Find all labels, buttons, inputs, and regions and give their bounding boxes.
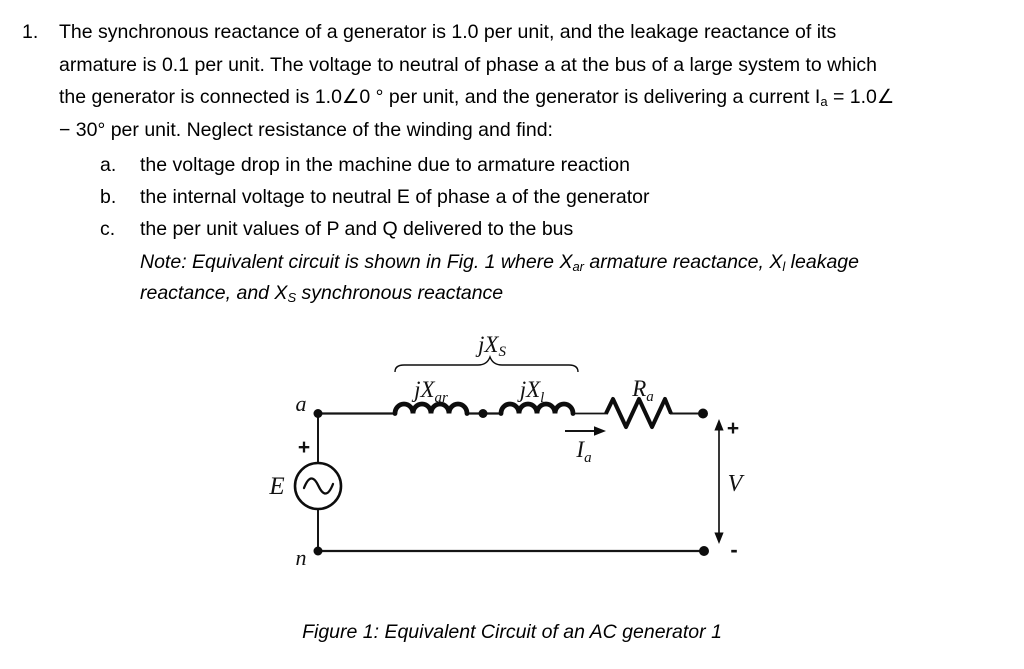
jxs-overbrace [395, 357, 578, 372]
note [140, 247, 859, 309]
problem-statement [22, 16, 894, 146]
circuit-diagram [0, 330, 1024, 610]
note-text: Note: Equivalent circuit is shown in Fig. 1 where X [140, 251, 573, 273]
node-dot-a [314, 409, 323, 418]
sine-wave-icon [304, 478, 333, 493]
v-plus-sign: + [726, 417, 740, 440]
node-dot-top-right [698, 409, 708, 419]
node-dot-n [314, 547, 323, 556]
leakage-reactance-label: $jX_l$ [519, 377, 545, 406]
problem-line-1: The synchronous reactance of a generator is 1.0 per unit, and the leakage reactance of its [59, 21, 837, 43]
node-a-label: a [295, 391, 307, 416]
armature-resistance-label: $R_a$ [632, 376, 654, 405]
figure-caption: Figure 1: Equivalent Circuit of an AC generator 1 [302, 621, 722, 643]
problem-line-3-post: = 1.0∠ [827, 86, 895, 109]
problem-line-4: − 30° per unit. Neglect resistance of the winding and find: [59, 118, 553, 141]
synchronous-reactance-label: jXS [478, 332, 506, 360]
inductor-xl-symbol [501, 404, 573, 414]
problem-line-2: armature is 0.1 per unit. The voltage to neutral of phase a at the bus of a large system to which [59, 53, 878, 76]
subitem-a-marker: a. [100, 154, 117, 176]
note-text: synchronous reactance [296, 282, 504, 304]
inductor-xar-symbol [395, 404, 467, 414]
subitem-c-marker: c. [100, 217, 116, 240]
node-dot-bottom-right [699, 546, 709, 556]
xl-subscript: l [782, 259, 786, 274]
problem-number: 1. [22, 21, 39, 43]
problem-line-3-pre: the generator is connected is 1.0∠0 ° per unit, and the generator is delivering a current I [59, 86, 821, 109]
current-subscript: a [820, 94, 828, 110]
subitem-c [100, 214, 650, 246]
junction-dot [479, 409, 488, 418]
current-label: $I_a$ [576, 437, 592, 466]
ac-source-symbol [295, 463, 341, 509]
note-text: reactance, and X [140, 282, 288, 304]
subitem-c-text: the per unit values of P and Q delivered to the bus [140, 217, 574, 240]
circuit-wires [318, 414, 704, 552]
subitem-b [100, 182, 650, 214]
subitem-a [100, 150, 650, 182]
xs-subscript: S [287, 290, 297, 305]
armature-reactance-label: $jX_{ar}$ [414, 377, 448, 406]
internal-voltage-label: E [269, 473, 285, 500]
source-plus-sign: + [297, 436, 311, 459]
node-n-label: n [295, 545, 307, 570]
subitem-a-text: the voltage drop in the machine due to armature reaction [140, 154, 630, 176]
note-text: leakage [785, 251, 859, 273]
bus-voltage-label: V [727, 471, 743, 497]
current-arrow-icon [565, 426, 606, 436]
note-line-1 [140, 247, 859, 278]
voltage-arrow-icon [714, 419, 723, 544]
problem-line-3 [59, 81, 894, 114]
note-text: armature reactance, X [584, 251, 783, 273]
resistor-ra-symbol [606, 399, 671, 427]
v-minus-sign: - [730, 537, 738, 562]
subitem-b-text: the internal voltage to neutral E of phase a of the generator [140, 185, 650, 208]
subitem-b-marker: b. [100, 185, 117, 208]
note-line-2 [140, 278, 859, 309]
subitem-list [100, 150, 650, 246]
problem-text [59, 16, 894, 146]
xar-subscript: ar [572, 259, 585, 274]
